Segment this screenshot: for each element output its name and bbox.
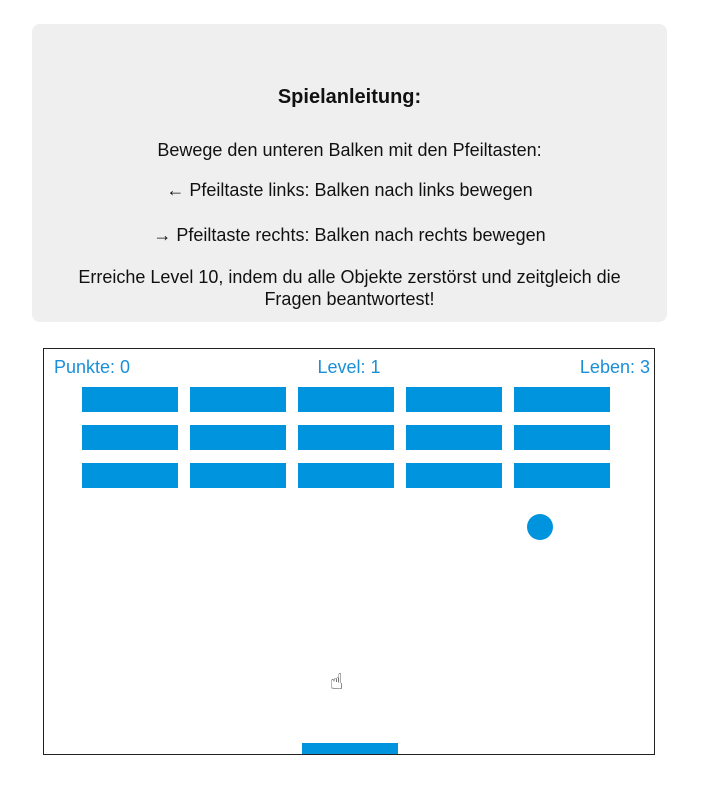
brick — [190, 387, 286, 412]
brick — [406, 425, 502, 450]
lives-display: Leben: 3 — [579, 357, 650, 377]
paddle[interactable] — [302, 743, 398, 755]
brick — [298, 463, 394, 488]
instructions-right-key: → Pfeiltaste rechts: Balken nach rechts bewegen — [153, 225, 546, 245]
score-display: Punkte: 0 — [54, 357, 131, 377]
hand-pointer-icon: ☝ — [330, 669, 344, 694]
brick — [406, 463, 502, 488]
instructions-left-key: ← Pfeiltaste links: Balken nach links bewegen — [166, 180, 533, 200]
instructions-intro: Bewege den unteren Balken mit den Pfeiltasten: — [157, 140, 542, 160]
brick — [190, 425, 286, 450]
brick — [514, 387, 610, 412]
brick — [514, 425, 610, 450]
instructions-panel — [32, 24, 667, 322]
brick — [82, 425, 178, 450]
brick — [514, 463, 610, 488]
instructions-title: Spielanleitung: — [277, 86, 422, 108]
brick — [298, 425, 394, 450]
level-display: Level: 1 — [317, 357, 381, 377]
brick — [298, 387, 394, 412]
ball — [527, 514, 553, 540]
brick — [190, 463, 286, 488]
brick — [406, 387, 502, 412]
brick — [82, 463, 178, 488]
instructions-goal: Erreiche Level 10, indem du alle Objekte zerstörst und zeitgleich die Fragen beantwortest! — [78, 267, 621, 309]
game-canvas[interactable] — [43, 348, 655, 755]
brick — [82, 387, 178, 412]
